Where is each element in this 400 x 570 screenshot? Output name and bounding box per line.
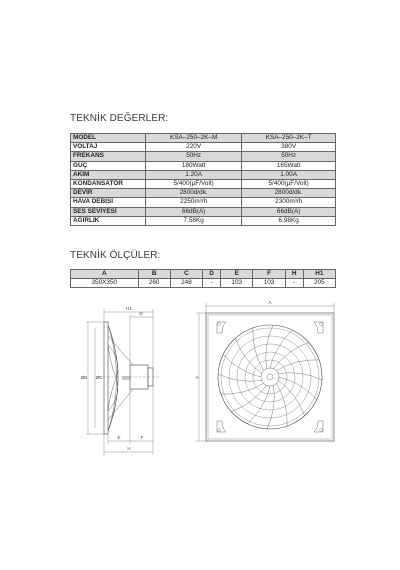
guard-spoke [273, 342, 308, 368]
spec-label: MODEL [71, 134, 146, 143]
spec-value: 2800d/dk. [146, 189, 242, 198]
spec-value: 1.00A [242, 170, 336, 179]
dim-label-e: E [117, 435, 121, 440]
dimension-value: 103 [253, 279, 285, 288]
spec-value: 5/400(µF/Volt) [146, 180, 242, 189]
guard-spoke [247, 386, 270, 424]
spec-label: DEVİR [71, 189, 146, 198]
guard-spoke [267, 385, 274, 429]
spec-value: 220V [146, 143, 242, 152]
spec-value: 2250m³/h [146, 198, 242, 207]
dim-label-h: H [127, 446, 131, 451]
spec-value: 5/400(µF/Volt) [242, 180, 336, 189]
dimension-value: 260 [138, 279, 170, 288]
guard-spoke [266, 325, 273, 369]
spec-value: 2800d/dk. [242, 189, 336, 198]
technical-dimensions-heading: TEKNİK ÖLÇÜLER: [70, 250, 161, 261]
dim-label-h1: H1 [126, 306, 132, 311]
dim-label-b: ØB [80, 375, 88, 380]
spec-label: KONDANSATÖR [71, 180, 146, 189]
spec-label: AKIM [71, 170, 146, 179]
dim-label-a-side: A [195, 375, 199, 380]
guard-spoke [235, 338, 261, 373]
dim-label-a-top: A [268, 300, 272, 305]
spec-value: 66dB(A) [242, 207, 336, 216]
guard-spoke [253, 328, 264, 371]
guard-spoke [231, 385, 266, 411]
side-view-drawing [86, 309, 160, 455]
front-view-drawing [196, 303, 334, 441]
spec-value: 66dB(A) [146, 207, 242, 216]
spec-value: 380V [242, 143, 336, 152]
spec-value: 50Hz [242, 152, 336, 161]
spec-value: 2300m³/h [242, 198, 336, 207]
dimension-header: E [221, 270, 253, 279]
guard-spoke [221, 383, 264, 394]
dimension-value: - [203, 279, 221, 288]
dimension-header: H [285, 270, 303, 279]
spec-label: SES SEVİYESİ [71, 207, 146, 216]
guard-spoke [276, 360, 319, 371]
spec-label: VOLTAJ [71, 143, 146, 152]
guard-spoke [278, 373, 322, 380]
spec-value: KSA–250–2K–T [242, 134, 336, 143]
guard-spoke [223, 354, 261, 377]
spec-label: FREKANS [71, 152, 146, 161]
guard-spoke [218, 374, 262, 381]
dim-label-c: ØC [95, 375, 103, 380]
technical-values-heading: TEKNİK DEĞERLER: [70, 113, 169, 124]
dimension-header: D [203, 270, 221, 279]
spec-value: 7,58Kg [146, 216, 242, 225]
spec-label: AĞIRLIK [71, 216, 146, 225]
guard-spoke [270, 330, 293, 368]
spec-value: 6,98Kg [242, 216, 336, 225]
dimension-value: 205 [303, 279, 335, 288]
dimension-header: H1 [303, 270, 335, 279]
spec-value: 50Hz [146, 152, 242, 161]
dim-label-f: F [140, 435, 144, 440]
dimension-header: C [170, 270, 202, 279]
dimension-header: F [253, 270, 285, 279]
dim-label-d: D [139, 311, 143, 316]
dimension-header: A [71, 270, 139, 279]
dimension-value: 350X350 [71, 279, 139, 288]
dimension-value: 103 [221, 279, 253, 288]
dimension-header: B [138, 270, 170, 279]
dimension-value: - [285, 279, 303, 288]
spec-value: KSA–250–2K–M [146, 134, 242, 143]
spec-value: 1.20A [146, 170, 242, 179]
guard-spoke [279, 377, 317, 400]
spec-value: 165Watt [242, 161, 336, 170]
dimension-value: 248 [170, 279, 202, 288]
spec-value: 180Watt [146, 161, 242, 170]
spec-label: GÜÇ [71, 161, 146, 170]
guard-spoke [276, 383, 287, 426]
spec-label: HAVA DEBİSİ [71, 198, 146, 207]
guard-spoke [278, 380, 304, 415]
